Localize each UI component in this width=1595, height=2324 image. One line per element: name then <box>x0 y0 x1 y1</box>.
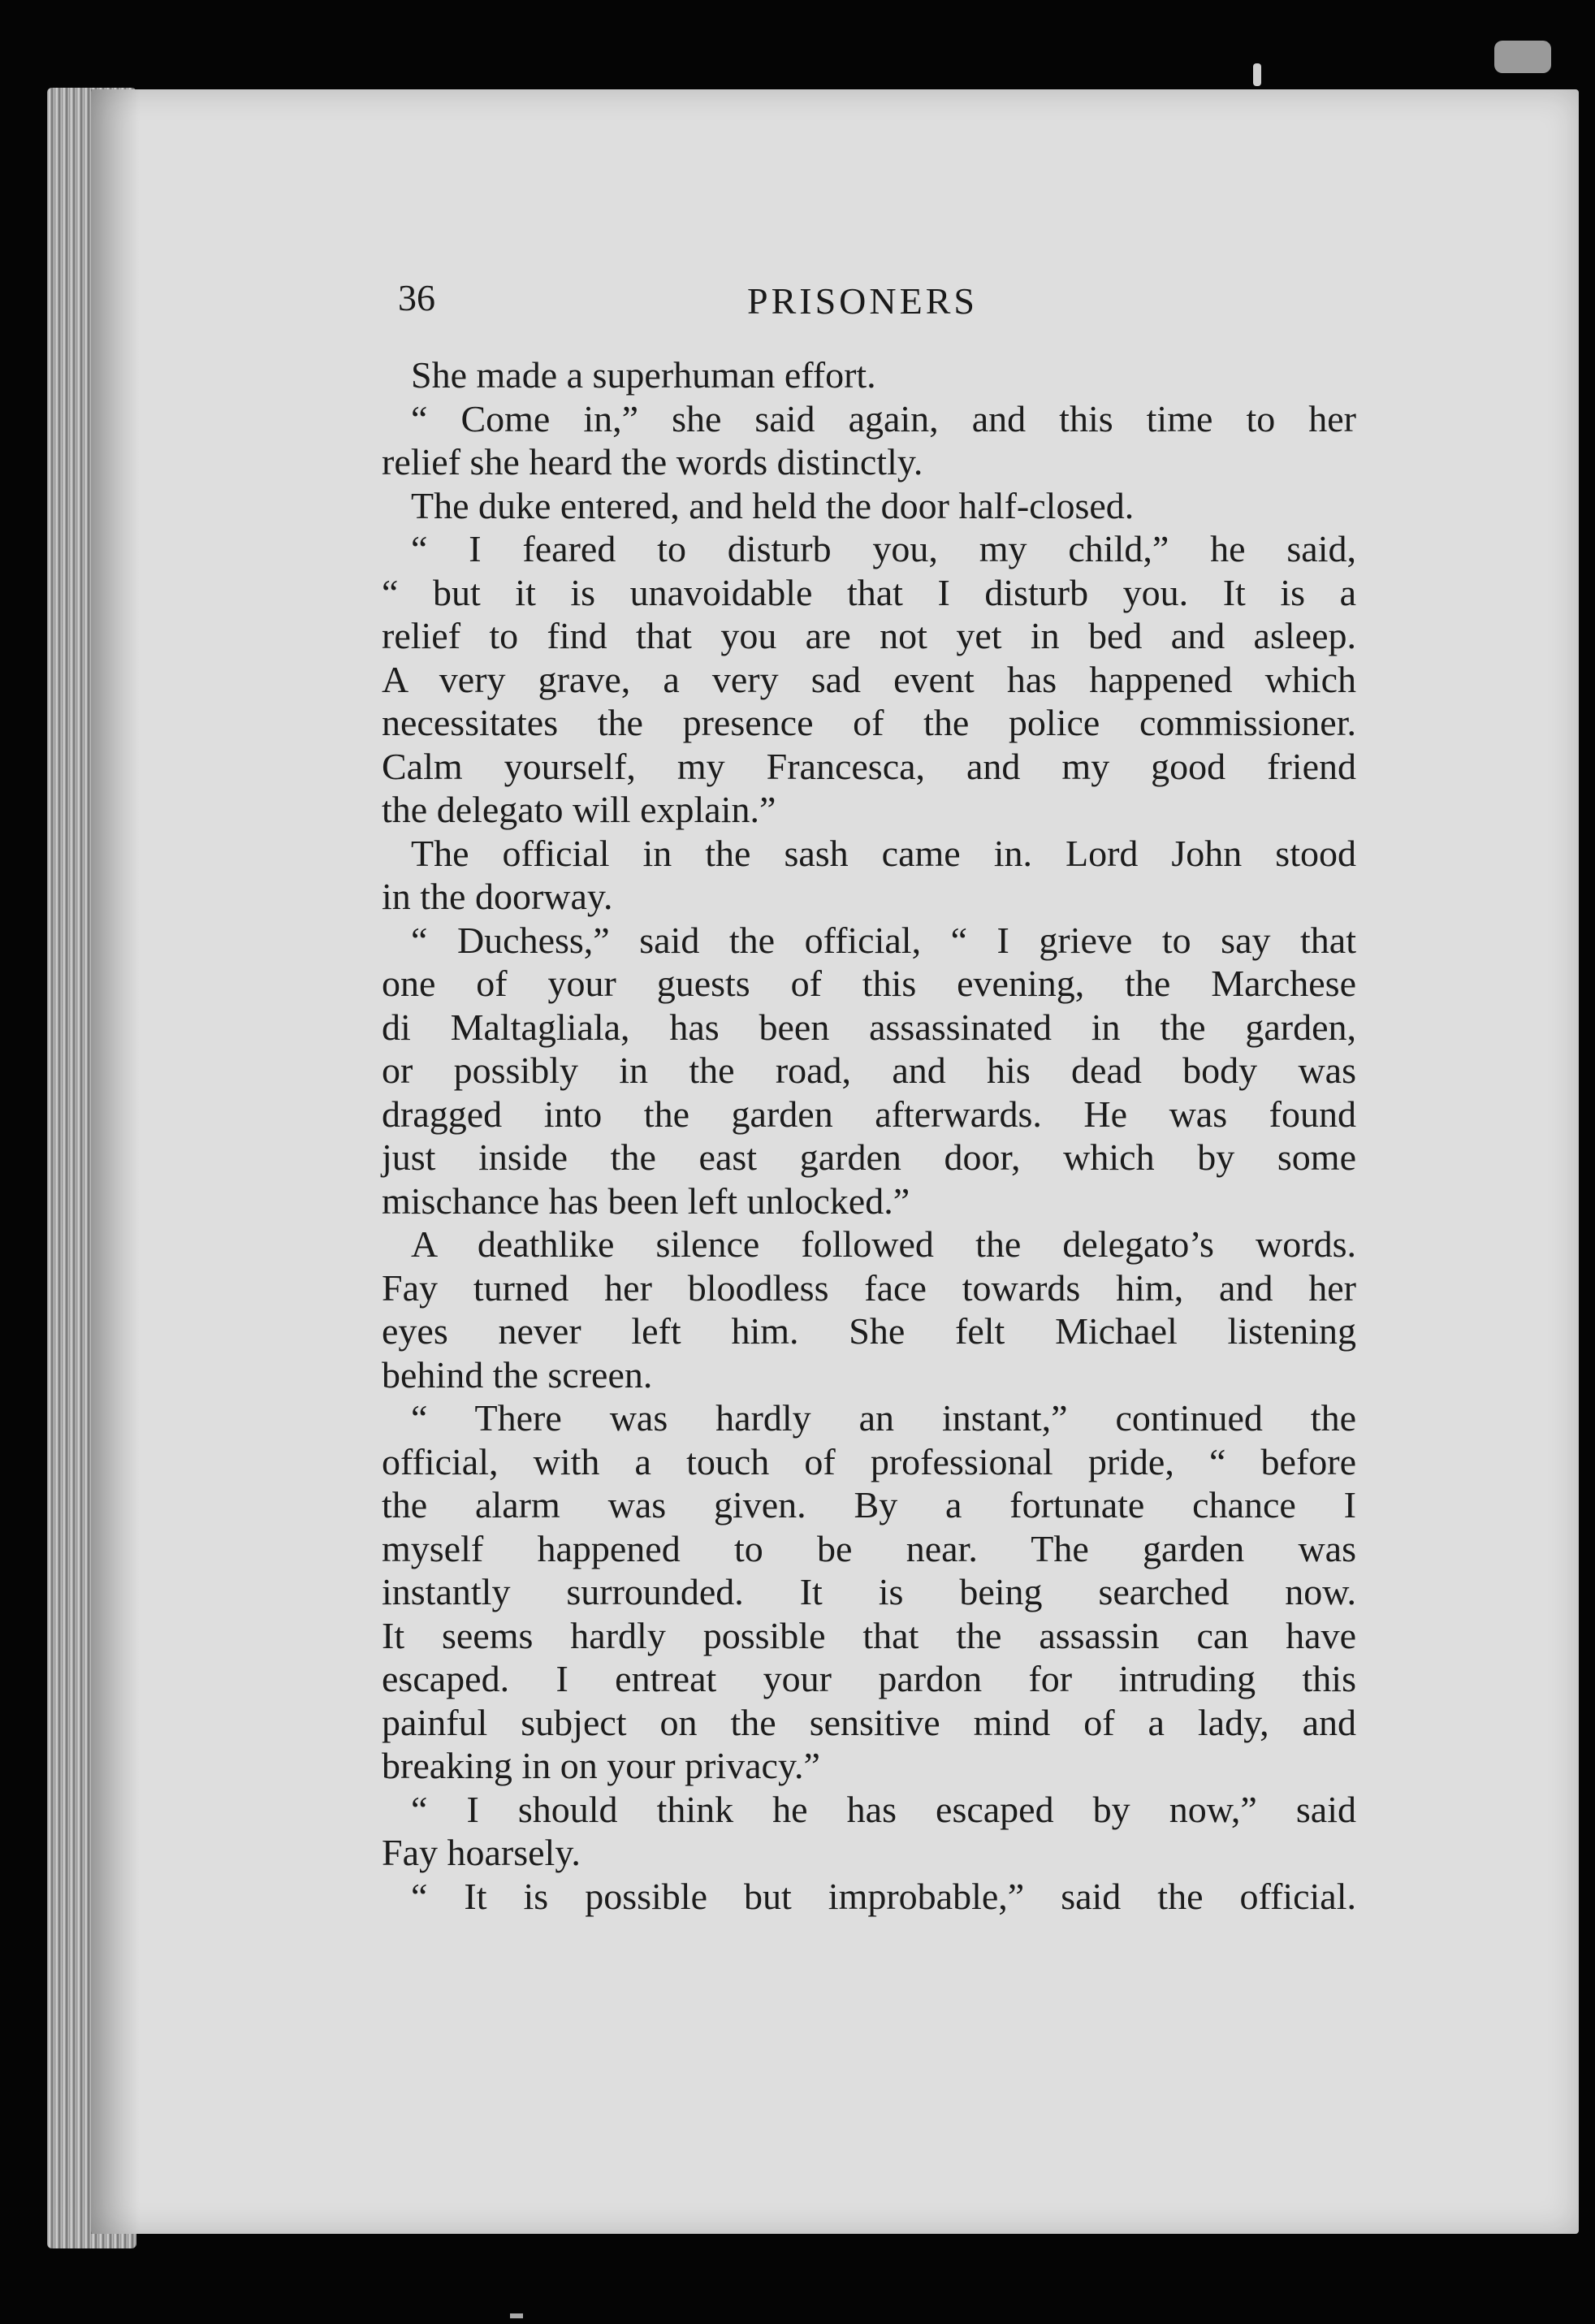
text-line: “ I feared to disturb you, my child,” he said, <box>411 528 1356 569</box>
text-line: or possibly in the road, and his dead body was <box>382 1049 1356 1091</box>
text-line: di Maltagliala, has been assassinated in the garden, <box>382 1006 1356 1048</box>
text-line: A very grave, a very sad event has happened which <box>382 658 1356 700</box>
text-line: mischance has been left unlocked.” <box>382 1179 910 1222</box>
text-line: the alarm was given. By a fortunate chance I <box>382 1484 1356 1526</box>
text-line: “ but it is unavoidable that I disturb you. It is a <box>382 571 1356 613</box>
text-line: The official in the sash came in. Lord John stood <box>411 832 1356 874</box>
text-line: in the doorway. <box>382 876 613 917</box>
text-line: A deathlike silence followed the delegato’s words. <box>411 1223 1356 1265</box>
text-line: breaking in on your privacy.” <box>382 1745 820 1786</box>
text-line: necessitates the presence of the police commissioner. <box>382 702 1356 743</box>
text-line: just inside the east garden door, which by some <box>382 1136 1356 1178</box>
page-header <box>398 268 1348 333</box>
page-number: 36 <box>398 277 435 318</box>
scan-speck <box>1494 41 1551 73</box>
text-line: relief to find that you are not yet in bed and asleep. <box>382 615 1356 656</box>
text-line: instantly surrounded. It is being searched now. <box>382 1571 1356 1612</box>
text-line: She made a superhuman effort. <box>411 354 876 396</box>
text-line: “ There was hardly an instant,” continued the <box>411 1397 1356 1439</box>
text-line: “ It is possible but improbable,” said the official. <box>411 1875 1356 1917</box>
running-title: PRISONERS <box>747 280 978 322</box>
scan-speck <box>510 2313 523 2318</box>
scan-speck <box>1253 63 1261 86</box>
text-line: The duke entered, and held the door half-closed. <box>411 484 1135 526</box>
text-line: one of your guests of this evening, the Marchese <box>382 963 1356 1004</box>
text-line: painful subject on the sensitive mind of a lady, and <box>382 1701 1356 1743</box>
text-line: eyes never left him. She felt Michael listening <box>382 1310 1356 1352</box>
text-line: “ Come in,” she said again, and this time to her <box>411 397 1356 439</box>
text-line: dragged into the garden afterwards. He was found <box>382 1093 1356 1135</box>
text-line: Calm yourself, my Francesca, and my good friend <box>382 745 1356 787</box>
text-line: “ I should think he has escaped by now,” said <box>411 1788 1356 1830</box>
text-line: Fay hoarsely. <box>382 1832 581 1873</box>
text-line: relief she heard the words distinctly. <box>382 441 923 483</box>
body-text <box>382 353 1356 1918</box>
text-line: It seems hardly possible that the assassin can have <box>382 1614 1356 1656</box>
text-line: myself happened to be near. The garden was <box>382 1527 1356 1569</box>
text-line: escaped. I entreat your pardon for intruding this <box>382 1658 1356 1699</box>
text-line: the delegato will explain.” <box>382 789 776 830</box>
text-line: “ Duchess,” said the official, “ I grieve to say that <box>411 919 1356 961</box>
text-line: behind the screen. <box>382 1353 653 1396</box>
text-line: Fay turned her bloodless face towards him, and her <box>382 1266 1356 1309</box>
spine-shadow <box>91 89 140 2234</box>
text-line: official, with a touch of professional pride, “ before <box>382 1440 1356 1482</box>
